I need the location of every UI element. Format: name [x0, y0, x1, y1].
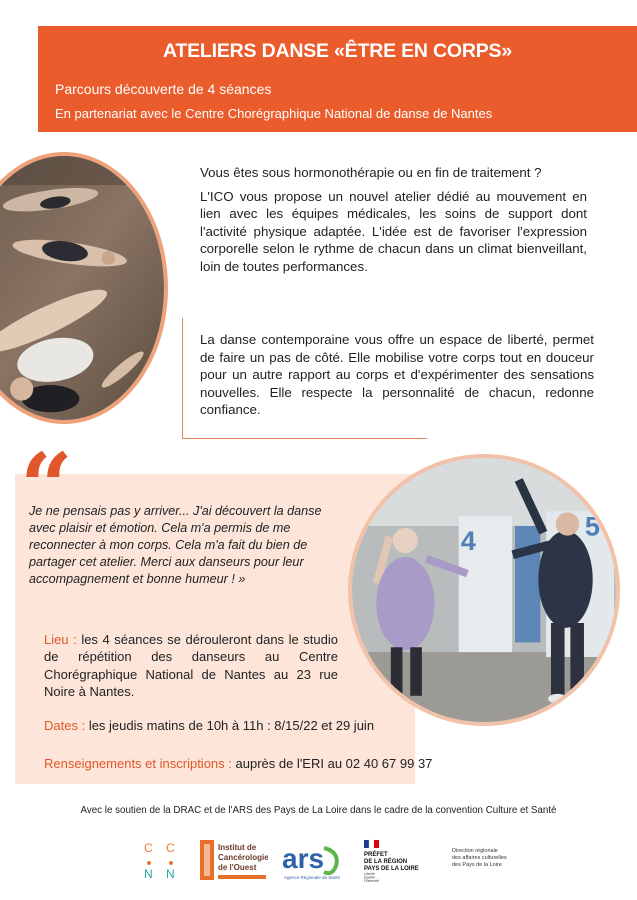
quote-mark-icon: “ — [20, 433, 73, 541]
partner-logos — [0, 834, 637, 884]
ccn-logo — [140, 838, 180, 882]
header-banner — [38, 26, 637, 132]
svg-text:Institut de: Institut de — [218, 843, 257, 852]
svg-text:de l'Ouest: de l'Ouest — [218, 863, 257, 872]
svg-text:des Pays de la Loire: des Pays de la Loire — [452, 862, 502, 868]
dates-label: Dates : — [44, 718, 86, 733]
panel-number-5: 5 — [584, 510, 601, 542]
svg-text:PAYS DE LA LOIRE: PAYS DE LA LOIRE — [364, 866, 419, 872]
registration-label: Renseignements et inscriptions : — [44, 756, 232, 771]
page-title: ATELIERS DANSE «ÊTRE EN CORPS» — [162, 40, 513, 62]
svg-text:PRÉFET: PRÉFET — [364, 852, 388, 858]
ico-logo — [200, 838, 268, 882]
svg-text:Liberté: Liberté — [364, 872, 375, 876]
svg-text:N: N — [166, 867, 175, 881]
svg-text:Fraternité: Fraternité — [364, 879, 379, 882]
panel-number-4: 4 — [460, 525, 476, 557]
intro-question: Vous êtes sous hormonothérapie ou en fin de traitement ? — [200, 165, 542, 180]
subtitle: Parcours découverte de 4 séances — [55, 81, 272, 97]
drac-logo — [450, 842, 530, 878]
partner-line: En partenariat avec le Centre Chorégraphique National de danse de Nantes — [55, 106, 493, 121]
intro-description: L'ICO vous propose un nouvel atelier dédié au mouvement en lien avec les équipes médicales, les soins de support dont l'activité physique adaptée. L'idée est de favoriser l'expression corporelle selon le rythme de chacun dans un climat bienveillant, loin de toutes performances. — [200, 188, 587, 274]
support-text: Avec le soutien de la DRAC et de l'ARS des Pays de La Loire dans le cadre de la convention Culture et Santé — [80, 805, 557, 816]
dancers-photo — [348, 454, 620, 726]
dates-text: les jeudis matins de 10h à 11h : 8/15/22 et 29 juin — [88, 718, 375, 733]
svg-text:Cancérologie: Cancérologie — [218, 853, 268, 862]
dance-description: La danse contemporaine vous offre un espace de liberté, permet de faire un pas de côté. Elle mobilise votre corps tout en douceur pour un autre rapport au corps et d'expérimenter des sensations nouvelles. Elle respecte la personnalité de chacun, redonne confiance. — [200, 332, 594, 417]
svg-text:Agence Régionale de Santé: Agence Régionale de Santé — [284, 875, 341, 880]
intro-text — [200, 164, 587, 281]
svg-text:Direction régionale: Direction régionale — [452, 848, 498, 854]
svg-text:des affaires culturelles: des affaires culturelles — [452, 855, 507, 861]
registration-text: auprès de l'ERI au 02 40 67 99 37 — [235, 756, 433, 771]
prefet-logo — [362, 838, 432, 882]
location-info — [44, 631, 338, 700]
svg-text:Égalité: Égalité — [364, 875, 375, 880]
svg-text:C: C — [166, 841, 175, 855]
dates-info — [44, 718, 374, 733]
registration-info — [44, 756, 432, 771]
testimonial-quote: Je ne pensais pas y arriver... J'ai découvert la danse avec plaisir et émotion. Cela m'a permis de me reconnecter à mon corps. Cela m'a fait du bien de partager cet atelier. Merci aux danseurs pour leur accompagnement et bonne humeur ! » — [29, 504, 322, 586]
ars-logo — [280, 838, 346, 882]
svg-text:C: C — [144, 841, 153, 855]
dance-floor-photo — [0, 152, 168, 424]
svg-text:N: N — [144, 867, 153, 881]
location-label: Lieu : — [44, 632, 77, 647]
svg-text:ars: ars — [282, 843, 325, 874]
svg-text:DE LA RÉGION: DE LA RÉGION — [364, 859, 408, 865]
location-text: les 4 séances se dérouleront dans le studio de répétition des danseurs au Centre Chorégraphique National de Nantes au 23 rue Noire à Nantes. — [44, 632, 338, 699]
